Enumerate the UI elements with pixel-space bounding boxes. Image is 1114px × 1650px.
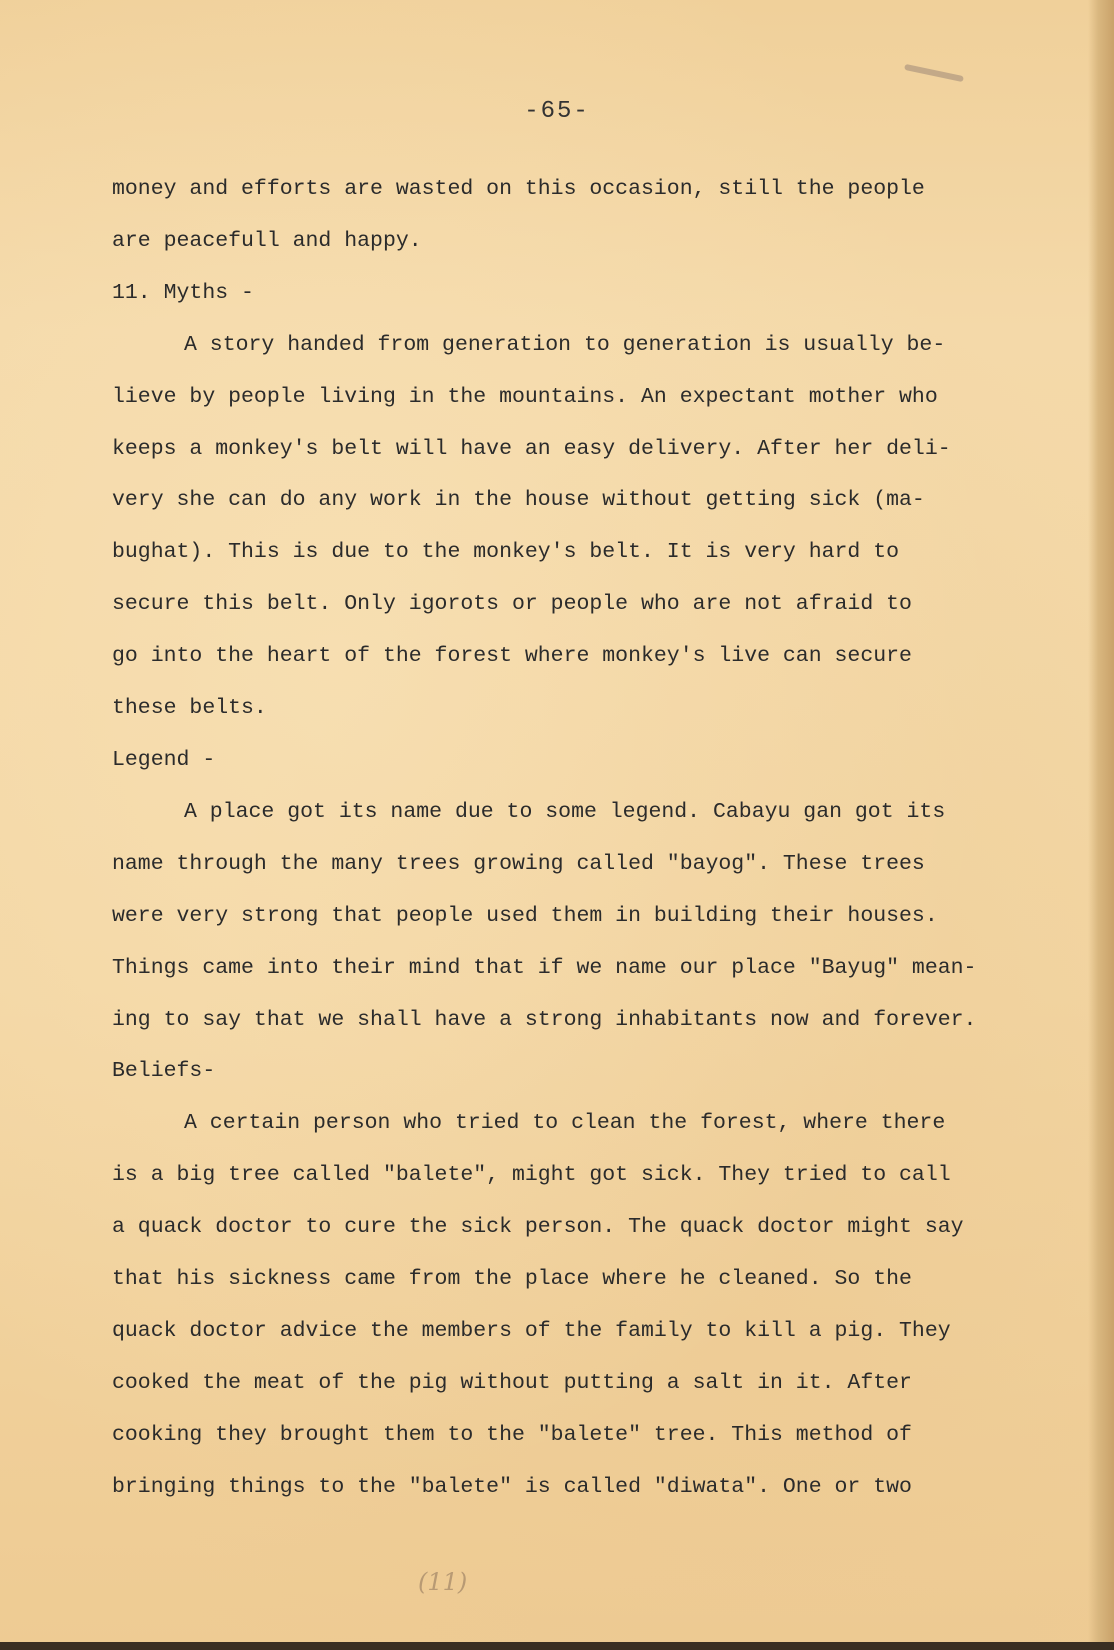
text-line: lieve by people living in the mountains. An expectant mother who bbox=[112, 384, 938, 409]
text-line: quack doctor advice the members of the family to kill a pig. They bbox=[112, 1318, 951, 1343]
text-line: cooking they brought them to the "balete" tree. This method of bbox=[112, 1422, 912, 1447]
text-line: are peacefull and happy. bbox=[112, 228, 422, 253]
text-line: keeps a monkey's belt will have an easy delivery. After her deli- bbox=[112, 436, 951, 461]
page-bottom-border bbox=[0, 1642, 1114, 1650]
text-line: go into the heart of the forest where monkey's live can secure bbox=[112, 644, 912, 669]
text-line: name through the many trees growing called "bayog". These trees bbox=[112, 851, 925, 876]
paragraph-start: A place got its name due to some legend. Cabayu gan got its bbox=[184, 799, 946, 824]
page-number: -65- bbox=[524, 98, 590, 125]
paper-stain bbox=[904, 64, 964, 82]
typed-body-text bbox=[112, 164, 1002, 1514]
text-line: ing to say that we shall have a strong inhabitants now and forever. bbox=[112, 1007, 977, 1032]
text-line: bringing things to the "balete" is called "diwata". One or two bbox=[112, 1474, 912, 1499]
handwritten-page-note: (11) bbox=[418, 1568, 468, 1596]
text-line: money and efforts are wasted on this occasion, still the people bbox=[112, 177, 925, 201]
text-line: is a big tree called "balete", might got sick. They tried to call bbox=[112, 1163, 951, 1188]
text-line: were very strong that people used them in building their houses. bbox=[112, 903, 938, 928]
text-line: a quack doctor to cure the sick person. The quack doctor might say bbox=[112, 1215, 964, 1240]
page-edge-shadow bbox=[1088, 0, 1114, 1650]
paragraph-start: A certain person who tried to clean the forest, where there bbox=[184, 1111, 946, 1136]
paragraph-start: A story handed from generation to generation is usually be- bbox=[184, 332, 946, 357]
text-line: bughat). This is due to the monkey's belt. It is very hard to bbox=[112, 540, 900, 565]
text-line: very she can do any work in the house without getting sick (ma- bbox=[112, 488, 925, 513]
text-line: secure this belt. Only igorots or people who are not afraid to bbox=[112, 592, 912, 617]
text-line: that his sickness came from the place where he cleaned. So the bbox=[112, 1267, 912, 1292]
text-line: cooked the meat of the pig without putting a salt in it. After bbox=[112, 1370, 912, 1395]
text-line: these belts. bbox=[112, 696, 267, 721]
section-heading-myths: 11. Myths - bbox=[112, 280, 254, 305]
section-heading-legend: Legend - bbox=[112, 747, 216, 772]
text-line: Things came into their mind that if we name our place "Bayug" mean- bbox=[112, 955, 977, 980]
section-heading-beliefs: Beliefs- bbox=[112, 1059, 216, 1084]
